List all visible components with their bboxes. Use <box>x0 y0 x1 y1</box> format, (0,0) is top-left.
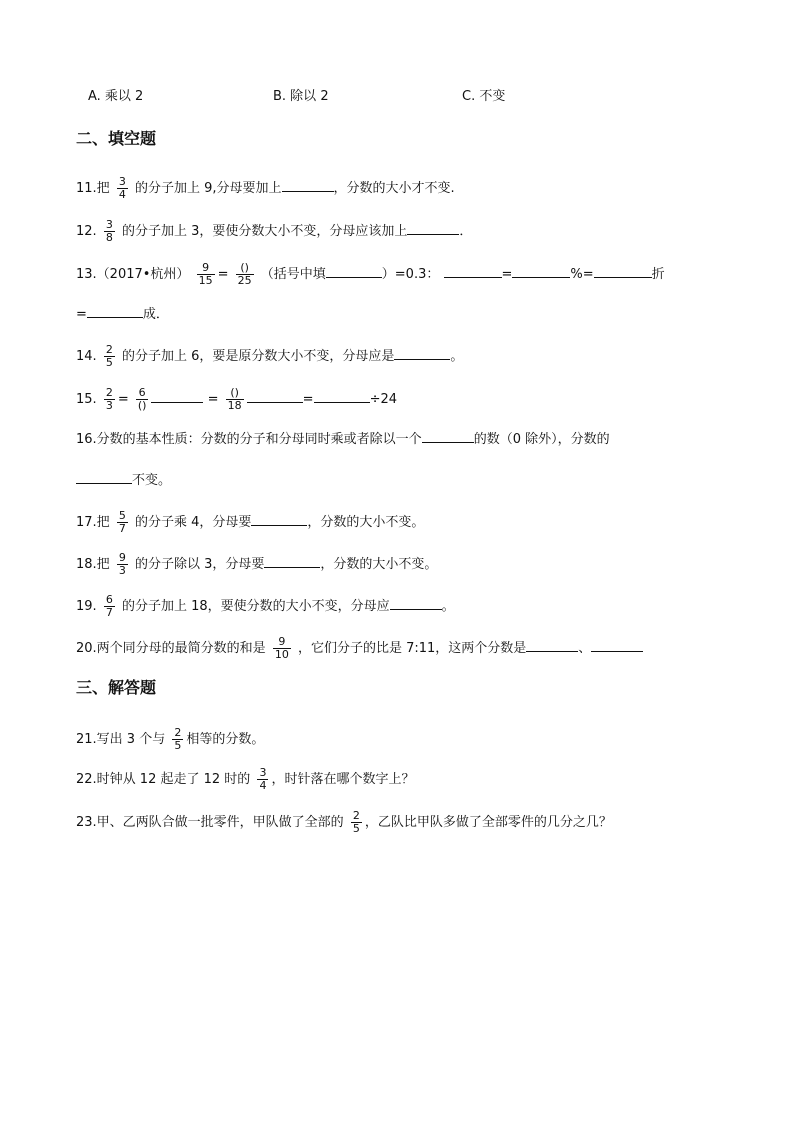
answer-blank[interactable] <box>314 388 370 403</box>
q11-text-1: 的分子加上 9,分母要加上 <box>134 181 282 196</box>
q13-text-1: （括号中填 <box>260 267 326 282</box>
answer-blank[interactable] <box>444 263 502 278</box>
q21-prefix: 21.写出 3 个与 <box>76 732 166 747</box>
q23-fraction <box>351 810 362 835</box>
q23-text-1: ，乙队比甲队多做了全部零件的几分之几？ <box>364 815 612 830</box>
q21-text-1: 相等的分数。 <box>186 732 265 747</box>
q13-percent: %= <box>570 267 594 282</box>
q13-fraction-2 <box>236 262 254 287</box>
q22-fraction <box>257 767 268 792</box>
q15-denominator-3: 18 <box>227 399 242 412</box>
q21-denominator: 5 <box>174 739 182 752</box>
answer-blank[interactable] <box>394 345 450 360</box>
q15-fraction-1 <box>104 387 115 412</box>
q20-fraction <box>273 636 291 661</box>
section-title-solve: 三、解答题 <box>76 678 157 697</box>
answer-blank[interactable] <box>76 469 132 484</box>
answer-blank[interactable] <box>407 220 459 235</box>
q15-numerator-1: 2 <box>105 386 113 399</box>
q11-numerator: 3 <box>118 175 126 188</box>
q13-prefix: 13.（2017•杭州） <box>76 267 190 282</box>
q13-cheng: 成． <box>142 307 169 322</box>
question-15 <box>76 387 397 412</box>
question-20 <box>76 636 643 661</box>
q11-text-2: ，分数的大小才不变. <box>333 181 455 196</box>
answer-blank[interactable] <box>264 553 320 568</box>
q17-denominator: 7 <box>118 522 126 535</box>
q20-text-1: ，它们分子的比是 7:11，这两个分数是 <box>297 641 527 656</box>
q15-equals-3: = <box>302 392 314 407</box>
q17-fraction <box>117 510 128 535</box>
q15-fraction-2 <box>136 387 149 412</box>
answer-blank[interactable] <box>591 637 643 652</box>
q20-denominator: 10 <box>274 648 289 661</box>
answer-blank[interactable] <box>251 511 307 526</box>
question-16 <box>76 428 610 450</box>
q15-denominator-1: 3 <box>105 399 113 412</box>
q14-text-2: 。 <box>450 349 464 364</box>
answer-blank[interactable] <box>151 388 203 403</box>
question-18 <box>76 552 437 577</box>
section-title-fill: 二、填空题 <box>76 129 157 148</box>
q12-fraction <box>104 219 115 244</box>
answer-blank[interactable] <box>390 595 442 610</box>
q15-equals-2: = <box>207 392 219 407</box>
q11-denominator: 4 <box>118 188 126 201</box>
q21-fraction <box>172 727 183 752</box>
q13-zhe: 折 <box>651 267 665 282</box>
q14-denominator: 5 <box>105 356 113 369</box>
question-17 <box>76 510 424 535</box>
q20-prefix: 20.两个同分母的最简分数的和是 <box>76 641 266 656</box>
answer-blank[interactable] <box>526 637 578 652</box>
question-13 <box>76 262 665 287</box>
q15-numerator-2: 6 <box>138 386 146 399</box>
q22-denominator: 4 <box>259 779 267 792</box>
q14-prefix: 14. <box>76 349 97 364</box>
q13-fraction-1 <box>197 262 215 287</box>
question-21 <box>76 727 264 752</box>
q11-fraction <box>117 176 128 201</box>
q19-prefix: 19. <box>76 599 97 614</box>
q13-equals-2: = <box>501 267 513 282</box>
q15-numerator-3: () <box>230 386 239 399</box>
answer-blank[interactable] <box>247 388 303 403</box>
option-c: C. 不变 <box>462 89 506 104</box>
q19-text-2: 。 <box>441 599 455 614</box>
q12-denominator: 8 <box>105 231 113 244</box>
q17-prefix: 17.把 <box>76 515 110 530</box>
question-14 <box>76 344 463 369</box>
q23-numerator: 2 <box>352 809 360 822</box>
q19-fraction <box>104 594 115 619</box>
question-12 <box>76 219 472 244</box>
q12-numerator: 3 <box>105 218 113 231</box>
option-b: B. 除以 2 <box>273 89 329 104</box>
q13-line2-equals: = <box>76 307 87 322</box>
answer-blank[interactable] <box>326 263 382 278</box>
q18-denominator: 3 <box>118 564 126 577</box>
q17-text-2: ，分数的大小不变。 <box>307 515 425 530</box>
q14-numerator: 2 <box>105 343 113 356</box>
q19-denominator: 7 <box>105 606 113 619</box>
q13-denominator-2: 25 <box>237 274 252 287</box>
q18-text-2: ，分数的大小不变。 <box>320 557 438 572</box>
q15-prefix: 15. <box>76 392 97 407</box>
q13-denominator-1: 15 <box>198 274 213 287</box>
q13-equals: = <box>217 267 229 282</box>
q11-prefix: 11.把 <box>76 181 110 196</box>
q16-text-3: 不变。 <box>132 473 172 488</box>
q17-numerator: 5 <box>118 509 126 522</box>
q21-numerator: 2 <box>174 726 182 739</box>
q18-numerator: 9 <box>118 551 126 564</box>
q15-fraction-3 <box>226 387 244 412</box>
q20-numerator: 9 <box>278 635 286 648</box>
question-11 <box>76 176 455 201</box>
q12-text-1: 的分子加上 3，要使分数大小不变，分母应该加上 <box>121 224 408 239</box>
q13-numerator-2: () <box>240 261 249 274</box>
q16-text-2: 的数（0 除外），分数的 <box>473 432 610 447</box>
q17-text-1: 的分子乘 4，分母要 <box>134 515 252 530</box>
q20-separator: 、 <box>578 641 592 656</box>
q22-numerator: 3 <box>259 766 267 779</box>
option-a: A. 乘以 2 <box>88 89 144 104</box>
q16-text-1: 16.分数的基本性质：分数的分子和分母同时乘或者除以一个 <box>76 432 422 447</box>
answer-blank[interactable] <box>87 303 143 318</box>
answer-blank[interactable] <box>282 177 334 192</box>
q15-tail: ÷24 <box>369 392 397 407</box>
question-23 <box>76 810 612 835</box>
question-19 <box>76 594 455 619</box>
q19-text-1: 的分子加上 18，要使分数的大小不变，分母应 <box>121 599 390 614</box>
q19-numerator: 6 <box>105 593 113 606</box>
question-16-line-2 <box>76 469 171 491</box>
question-22 <box>76 767 414 792</box>
q22-text-1: ，时针落在哪个数字上？ <box>271 772 415 787</box>
q12-prefix: 12. <box>76 224 97 239</box>
q14-text-1: 的分子加上 6，要是原分数大小不变，分母应是 <box>121 349 395 364</box>
question-13-line-2 <box>76 303 169 325</box>
q18-text-1: 的分子除以 3，分母要 <box>134 557 265 572</box>
q18-prefix: 18.把 <box>76 557 110 572</box>
answer-blank[interactable] <box>594 263 652 278</box>
q13-text-2: ）=0.3： <box>381 267 440 282</box>
q23-prefix: 23.甲、乙两队合做一批零件，甲队做了全部的 <box>76 815 344 830</box>
q15-equals-1: = <box>117 392 129 407</box>
q18-fraction <box>117 552 128 577</box>
q13-numerator-1: 9 <box>202 261 210 274</box>
q23-denominator: 5 <box>352 822 360 835</box>
q15-denominator-2: () <box>137 399 147 412</box>
q22-prefix: 22.时钟从 12 起走了 12 时的 <box>76 772 251 787</box>
answer-blank[interactable] <box>422 428 474 443</box>
q12-text-2: ． <box>459 224 473 239</box>
q14-fraction <box>104 344 115 369</box>
answer-blank[interactable] <box>512 263 570 278</box>
